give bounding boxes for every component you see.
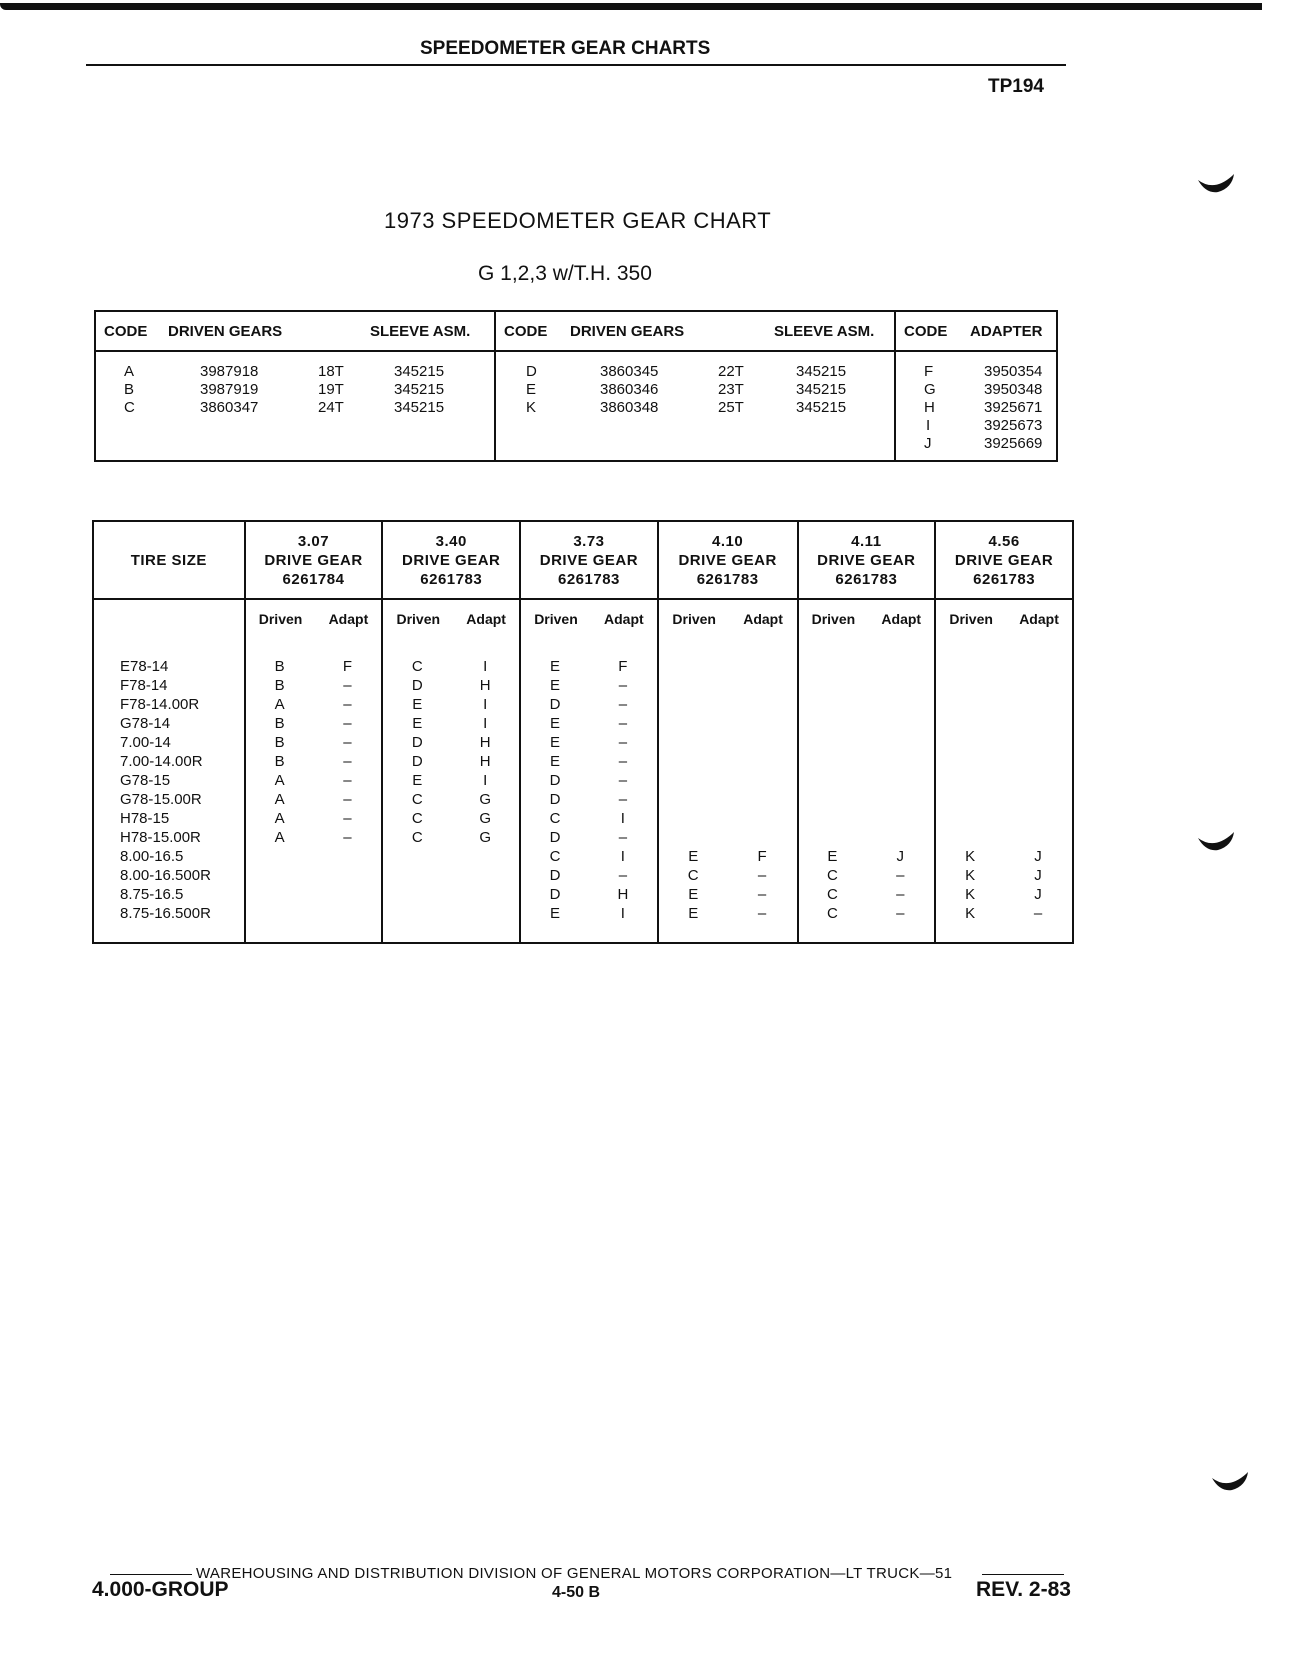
driven-code: D	[549, 791, 561, 808]
sleeve-asm-header: SLEEVE ASM.	[370, 323, 471, 340]
driven-adapt-cell	[520, 657, 658, 676]
driven-adapt-cell	[245, 828, 383, 847]
driven-adapt-cell	[935, 714, 1073, 733]
driven-gears-header: DRIVEN GEARS	[570, 323, 685, 340]
chart-subtitle: G 1,2,3 w/T.H. 350	[478, 262, 652, 285]
driven-code: A	[274, 696, 285, 713]
adapter-code: –	[618, 734, 628, 751]
gear-teeth: 18T	[318, 363, 344, 380]
adapter-code: H	[479, 677, 491, 694]
driven-code: D	[549, 696, 561, 713]
adapter-code: G	[479, 791, 491, 808]
drive-gear-header: 3.73 DRIVE GEAR 6261783	[520, 521, 658, 599]
driven-adapt-cell	[798, 847, 936, 866]
tire-size-cell: G78-15.00R	[93, 790, 245, 809]
code-header: CODE	[104, 323, 148, 340]
driven-code: E	[688, 886, 699, 903]
adapter-part: 3925673	[984, 417, 1043, 434]
driven-code: B	[274, 715, 285, 732]
driven-adapt-cell	[935, 790, 1073, 809]
driven-adapt-cell	[382, 828, 520, 847]
driven-adapt-cell	[798, 904, 936, 923]
adapter-code: –	[343, 829, 352, 846]
driven-adapt-cell	[382, 695, 520, 714]
driven-adapt-cell	[935, 885, 1073, 904]
driven-adapt-cell	[382, 657, 520, 676]
driven-adapt-cell	[245, 695, 383, 714]
driven-adapt-cell	[382, 752, 520, 771]
driven-adapt-cell	[935, 771, 1073, 790]
tire-size-cell: 8.00-16.5	[93, 847, 245, 866]
adapter-code: –	[618, 791, 628, 808]
drive-gear-header: 4.56 DRIVE GEAR 6261783	[935, 521, 1073, 599]
table-row	[93, 809, 1073, 828]
page-header-title: SPEEDOMETER GEAR CHARTS	[420, 38, 711, 59]
adapter-code: –	[618, 753, 628, 770]
gear-code: K	[526, 399, 537, 416]
binder-ring-icon	[1196, 830, 1236, 852]
adapter-code: H	[479, 734, 491, 751]
driven-code: E	[688, 848, 699, 865]
driven-code: K	[965, 848, 976, 865]
adapter-part: 3925669	[984, 435, 1043, 452]
adapter-code: –	[618, 867, 628, 884]
adapter-code: J	[1034, 886, 1042, 903]
gear-teeth: 22T	[718, 363, 744, 380]
driven-adapt-cell	[798, 771, 936, 790]
sleeve-part: 345215	[796, 381, 847, 398]
driven-code: D	[549, 772, 561, 789]
driven-adapt-cell	[658, 847, 798, 866]
driven-adapt-cell	[935, 752, 1073, 771]
driven-code: E	[688, 905, 699, 922]
binder-ring-icon	[1210, 1470, 1250, 1492]
driven-code: B	[274, 658, 285, 675]
adapter-code: –	[757, 867, 767, 884]
sleeve-part: 345215	[796, 399, 847, 416]
table-row	[93, 771, 1073, 790]
tire-size-cell: 7.00-14.00R	[93, 752, 245, 771]
driven-adapt-cell	[935, 733, 1073, 752]
driven-code: B	[274, 734, 285, 751]
adapter-part: 3950354	[984, 363, 1043, 380]
driven-code: K	[965, 905, 976, 922]
code-header: CODE	[904, 323, 948, 340]
table-row	[93, 714, 1073, 733]
driven-code: C	[549, 810, 561, 827]
tire-size-cell: F78-14	[93, 676, 245, 695]
driven-code: A	[274, 772, 285, 789]
driven-code: D	[411, 753, 423, 770]
adapter-code: I	[620, 905, 625, 922]
adapter-code: H	[479, 753, 491, 770]
driven-adapt-subheader: Driven Adapt	[382, 599, 520, 638]
driven-adapt-subheader: Driven Adapt	[520, 599, 658, 638]
tire-size-header: TIRE SIZE	[93, 521, 245, 599]
driven-adapt-cell	[520, 828, 658, 847]
adapter-code: –	[343, 772, 352, 789]
sleeve-part: 345215	[796, 363, 847, 380]
sleeve-part: 345215	[394, 399, 445, 416]
driven-adapt-cell	[798, 676, 936, 695]
adapter-code: –	[343, 696, 352, 713]
driven-adapt-cell	[382, 904, 520, 923]
footer-group: 4.000-GROUP	[92, 1578, 229, 1601]
gear-part: 3860345	[600, 363, 659, 380]
adapter-code: J	[896, 848, 905, 865]
adapter-code: –	[896, 867, 905, 884]
adapter-code: G	[924, 381, 936, 398]
driven-adapt-cell	[658, 809, 798, 828]
adapter-code: –	[757, 886, 767, 903]
driven-code: D	[549, 829, 561, 846]
driven-adapt-cell	[382, 809, 520, 828]
driven-code: D	[411, 734, 423, 751]
driven-adapt-cell	[382, 847, 520, 866]
driven-code: C	[411, 829, 423, 846]
footer-rule	[110, 1574, 192, 1575]
driven-adapt-cell	[382, 885, 520, 904]
table-row	[93, 657, 1073, 676]
driven-adapt-cell	[798, 752, 936, 771]
footer-revision: REV. 2-83	[976, 1578, 1071, 1601]
driven-code: D	[549, 867, 561, 884]
driven-code: B	[274, 753, 285, 770]
drive-gear-header: 4.10 DRIVE GEAR 6261783	[658, 521, 798, 599]
driven-adapt-cell	[245, 714, 383, 733]
adapter-code: I	[483, 772, 488, 789]
adapter-code: –	[343, 677, 352, 694]
gear-teeth: 25T	[718, 399, 744, 416]
chart-title: 1973 SPEEDOMETER GEAR CHART	[384, 208, 772, 233]
adapter-code: I	[483, 696, 488, 713]
adapter-code: –	[343, 734, 352, 751]
driven-code: E	[550, 734, 561, 751]
driven-code: D	[549, 886, 561, 903]
adapter-code: J	[924, 435, 932, 452]
gear-part: 3860347	[200, 399, 259, 416]
adapter-code: –	[896, 905, 905, 922]
driven-adapt-cell	[798, 733, 936, 752]
driven-adapt-cell	[520, 733, 658, 752]
driven-adapt-cell	[520, 790, 658, 809]
driven-adapt-cell	[520, 676, 658, 695]
driven-adapt-cell	[382, 676, 520, 695]
adapter-code: J	[1034, 848, 1042, 865]
adapter-code: –	[618, 696, 628, 713]
table-row	[93, 752, 1073, 771]
driven-code: E	[550, 715, 561, 732]
tire-size-cell: E78-14	[93, 657, 245, 676]
adapter-code: G	[479, 810, 491, 827]
driven-code: E	[412, 696, 423, 713]
driven-adapt-cell	[245, 809, 383, 828]
driven-code: E	[550, 658, 561, 675]
driven-code: C	[687, 867, 699, 884]
driven-adapt-cell	[798, 866, 936, 885]
driven-adapt-subheader: Driven Adapt	[935, 599, 1073, 638]
adapter-code: –	[757, 905, 767, 922]
driven-adapt-cell	[520, 752, 658, 771]
driven-adapt-cell	[935, 904, 1073, 923]
adapter-code: –	[618, 677, 628, 694]
tire-size-cell: 8.75-16.5	[93, 885, 245, 904]
driven-code: C	[827, 867, 838, 884]
driven-code: A	[274, 829, 285, 846]
driven-code: B	[274, 677, 285, 694]
driven-adapt-cell	[935, 828, 1073, 847]
tire-size-cell: G78-15	[93, 771, 245, 790]
driven-adapt-cell	[245, 657, 383, 676]
driven-adapt-cell	[798, 657, 936, 676]
driven-code: E	[550, 905, 561, 922]
adapter-code: I	[926, 417, 931, 434]
table-row	[93, 847, 1073, 866]
driven-code: C	[549, 848, 561, 865]
driven-adapt-cell	[520, 866, 658, 885]
gear-code: C	[124, 399, 135, 416]
drive-gear-header: 4.11 DRIVE GEAR 6261783	[798, 521, 936, 599]
driven-adapt-cell	[658, 676, 798, 695]
sleeve-part: 345215	[394, 381, 445, 398]
gear-code: B	[124, 381, 135, 398]
driven-adapt-cell	[935, 847, 1073, 866]
adapter-code: I	[620, 810, 625, 827]
driven-adapt-cell	[658, 695, 798, 714]
driven-adapt-cell	[382, 790, 520, 809]
driven-adapt-cell	[520, 847, 658, 866]
table-row	[93, 733, 1073, 752]
adapter-code: –	[618, 715, 628, 732]
adapter-code: –	[343, 810, 352, 827]
adapter-code: H	[617, 886, 629, 903]
table-row	[93, 904, 1073, 923]
driven-gears-header: DRIVEN GEARS	[168, 323, 283, 340]
driven-adapt-cell	[382, 771, 520, 790]
driven-adapt-cell	[658, 904, 798, 923]
table-row	[93, 866, 1073, 885]
adapter-code: –	[343, 791, 352, 808]
driven-code: K	[965, 867, 976, 884]
gear-part: 3987918	[200, 363, 259, 380]
tire-size-cell: F78-14.00R	[93, 695, 245, 714]
adapter-part: 3950348	[984, 381, 1043, 398]
adapter-code: F	[924, 363, 934, 380]
adapter-code: –	[343, 715, 352, 732]
driven-adapt-cell	[658, 866, 798, 885]
driven-adapt-cell	[245, 790, 383, 809]
driven-code: C	[411, 791, 423, 808]
adapter-code: G	[479, 829, 491, 846]
driven-adapt-cell	[935, 695, 1073, 714]
top-edge-rule	[0, 3, 1262, 10]
driven-adapt-cell	[935, 809, 1073, 828]
binder-ring-icon	[1196, 172, 1236, 194]
adapter-code: I	[620, 848, 625, 865]
driven-adapt-cell	[245, 676, 383, 695]
driven-adapt-cell	[798, 714, 936, 733]
drive-gear-table	[92, 520, 1074, 944]
driven-adapt-cell	[658, 714, 798, 733]
driven-adapt-cell	[935, 676, 1073, 695]
adapter-code: F	[757, 848, 767, 865]
gear-part: 3860346	[600, 381, 659, 398]
driven-adapt-cell	[658, 771, 798, 790]
drive-gear-header: 3.40 DRIVE GEAR 6261783	[382, 521, 520, 599]
adapter-code: –	[1033, 905, 1043, 922]
driven-adapt-subheader: Driven Adapt	[245, 599, 383, 638]
tire-size-cell: H78-15.00R	[93, 828, 245, 847]
driven-adapt-cell	[935, 657, 1073, 676]
gear-teeth: 24T	[318, 399, 344, 416]
driven-code: A	[274, 810, 285, 827]
driven-adapt-cell	[658, 752, 798, 771]
driven-adapt-cell	[520, 885, 658, 904]
driven-code: D	[411, 677, 423, 694]
adapter-code: –	[343, 753, 352, 770]
driven-adapt-cell	[520, 771, 658, 790]
table-row	[93, 790, 1073, 809]
tire-size-cell: 8.00-16.500R	[93, 866, 245, 885]
driven-adapt-cell	[382, 714, 520, 733]
code-table	[94, 310, 1058, 462]
driven-adapt-cell	[658, 828, 798, 847]
driven-adapt-cell	[382, 866, 520, 885]
adapter-code: F	[618, 658, 628, 675]
driven-code: E	[827, 848, 838, 865]
driven-adapt-cell	[658, 733, 798, 752]
driven-adapt-cell	[245, 885, 383, 904]
adapter-code: J	[1034, 867, 1042, 884]
adapter-part: 3925671	[984, 399, 1043, 416]
driven-code: C	[411, 810, 423, 827]
driven-adapt-cell	[798, 828, 936, 847]
gear-code: E	[526, 381, 537, 398]
adapter-code: F	[342, 658, 353, 675]
driven-code: E	[412, 772, 423, 789]
table-row	[93, 828, 1073, 847]
gear-part: 3860348	[600, 399, 659, 416]
driven-adapt-cell	[520, 695, 658, 714]
driven-adapt-cell	[798, 695, 936, 714]
driven-adapt-cell	[658, 885, 798, 904]
gear-teeth: 23T	[718, 381, 744, 398]
driven-adapt-cell	[935, 866, 1073, 885]
driven-adapt-cell	[658, 790, 798, 809]
footer-rule	[982, 1574, 1064, 1575]
header-rule	[86, 64, 1066, 66]
adapter-code: I	[483, 715, 488, 732]
gear-teeth: 19T	[318, 381, 344, 398]
driven-code: E	[550, 677, 561, 694]
adapter-code: I	[483, 658, 488, 675]
table-row	[93, 695, 1073, 714]
tire-size-cell: H78-15	[93, 809, 245, 828]
driven-code: A	[274, 791, 285, 808]
table-row	[93, 676, 1073, 695]
adapter-code: –	[618, 829, 628, 846]
driven-adapt-subheader: Driven Adapt	[658, 599, 798, 638]
driven-adapt-cell	[520, 904, 658, 923]
sleeve-part: 345215	[394, 363, 445, 380]
driven-adapt-cell	[245, 866, 383, 885]
document-code: TP194	[988, 76, 1044, 97]
driven-adapt-cell	[245, 904, 383, 923]
adapter-header: ADAPTER	[970, 323, 1043, 340]
gear-code: A	[124, 363, 135, 380]
driven-adapt-cell	[245, 733, 383, 752]
adapter-code: –	[618, 772, 628, 789]
driven-code: C	[827, 886, 838, 903]
tire-size-cell: 7.00-14	[93, 733, 245, 752]
footer-page-number: 4-50 B	[552, 1584, 601, 1601]
driven-code: K	[965, 886, 976, 903]
adapter-code: –	[896, 886, 905, 903]
tire-size-cell: G78-14	[93, 714, 245, 733]
driven-adapt-subheader: Driven Adapt	[798, 599, 936, 638]
code-header: CODE	[504, 323, 548, 340]
driven-adapt-cell	[520, 714, 658, 733]
driven-adapt-cell	[520, 809, 658, 828]
adapter-code: H	[924, 399, 935, 416]
table-row	[93, 885, 1073, 904]
subhead-blank	[93, 599, 245, 638]
driven-adapt-cell	[798, 885, 936, 904]
gear-code: D	[526, 363, 537, 380]
driven-adapt-cell	[658, 657, 798, 676]
driven-adapt-cell	[245, 771, 383, 790]
driven-adapt-cell	[245, 847, 383, 866]
driven-adapt-cell	[245, 752, 383, 771]
driven-code: E	[412, 715, 423, 732]
driven-code: C	[411, 658, 423, 675]
gear-part: 3987919	[200, 381, 259, 398]
driven-code: E	[550, 753, 561, 770]
tire-size-cell: 8.75-16.500R	[93, 904, 245, 923]
driven-code: C	[827, 905, 838, 922]
driven-adapt-cell	[798, 809, 936, 828]
driven-adapt-cell	[382, 733, 520, 752]
drive-gear-header: 3.07 DRIVE GEAR 6261784	[245, 521, 383, 599]
sleeve-asm-header: SLEEVE ASM.	[774, 323, 875, 340]
driven-adapt-cell	[798, 790, 936, 809]
footer-division-line: WAREHOUSING AND DISTRIBUTION DIVISION OF GENERAL MOTORS CORPORATION—LT TRUCK—51	[196, 1565, 953, 1582]
